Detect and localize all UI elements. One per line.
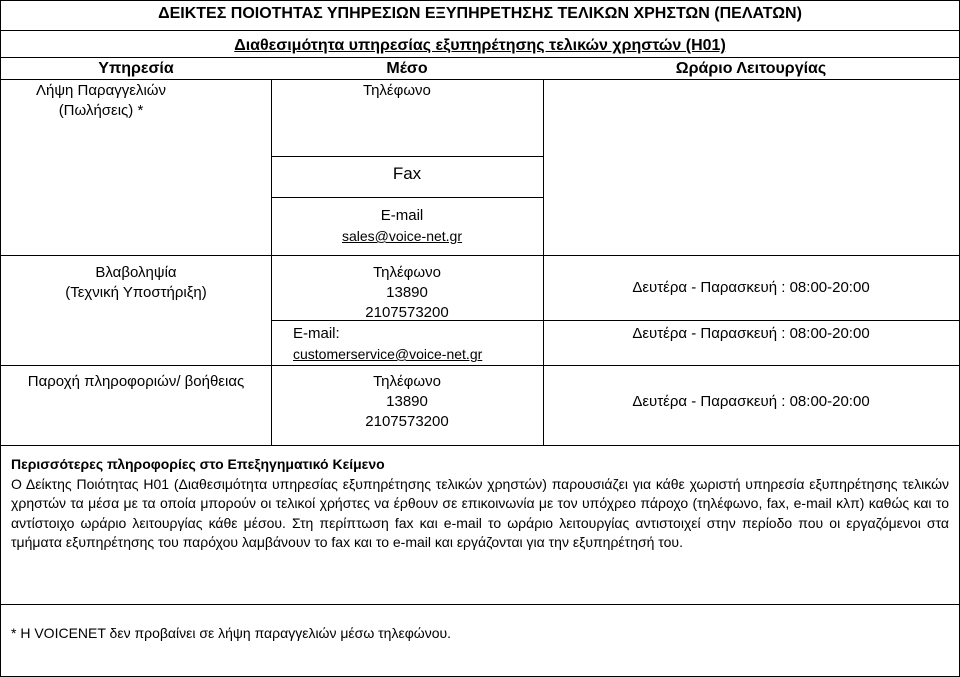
orders-email-label: E-mail [380, 207, 424, 224]
service-support [1, 263, 271, 303]
support-phone-hours: Δευτέρα - Παρασκευή : 08:00-20:00 [632, 279, 870, 296]
info-phone-hours: Δευτέρα - Παρασκευή : 08:00-20:00 [632, 393, 870, 410]
support-phone-block [271, 263, 543, 323]
divider [1, 255, 959, 256]
column-header-medium: Μέσο [386, 60, 428, 77]
info-phone-block [271, 372, 543, 432]
orders-email-block [271, 206, 533, 246]
info-phone-number-2: 2107573200 [365, 413, 449, 430]
support-phone-number-1: 13890 [386, 284, 428, 301]
orders-phone-label: Τηλέφωνο [363, 82, 431, 99]
orders-fax-label: Fax [392, 164, 422, 183]
explanation-body: Ο Δείκτης Ποιότητας H01 (Διαθεσιμότητα υπηρεσίας εξυπηρέτησης τελικών χρηστών) παρουσιάζει για κάθε χωριστή υπηρεσία εξυπηρέτησης τελικών χρηστών τα μέσα με τα οποία μπορούν οι τελικοί χρήστες να έρθουν σε επικοινωνία με τον υπόχρεο πάροχο (τηλέφωνο, fax, e-mail κλπ) καθώς και το αντίστοιχο ωράριο λειτουργίας κάθε μέσου. Στη περίπτωση fax και e-mail το ωράριο λειτουργίας αντιστοιχεί στην περίοδο που οι εργαζόμενοι στα τμήματα εξυπηρέτησης του παρόχου λαμβάνουν το fax και το e-mail και εργάζονται για την εξυπηρέτησή του. [11, 475, 949, 550]
service-info: Παροχή πληροφοριών/ βοήθειας [27, 373, 245, 390]
service-support-line2: (Τεχνική Υποστήριξη) [65, 284, 207, 301]
service-orders-line1: Λήψη Παραγγελιών [35, 82, 166, 99]
info-phone-label: Τηλέφωνο [373, 373, 441, 390]
service-orders [1, 81, 201, 121]
page-title: ΔΕΙΚΤΕΣ ΠΟΙΟΤΗΤΑΣ ΥΠΗΡΕΣΙΩΝ ΕΞΥΠΗΡΕΤΗΣΗΣ ΤΕΛΙΚΩΝ ΧΡΗΣΤΩΝ (ΠΕΛΑΤΩΝ) [158, 5, 802, 22]
service-orders-line2: (Πωλήσεις) * [58, 102, 144, 119]
support-email-link[interactable]: customerservice@voice-net.gr [293, 346, 483, 362]
divider [1, 30, 959, 31]
support-email-block [293, 324, 482, 364]
divider [1, 604, 959, 605]
column-header-hours: Ωράριο Λειτουργίας [675, 60, 827, 77]
support-email-hours: Δευτέρα - Παρασκευή : 08:00-20:00 [632, 325, 870, 342]
divider [1, 365, 959, 366]
support-phone-label: Τηλέφωνο [373, 264, 441, 281]
support-email-label: E-mail: [293, 325, 340, 342]
orders-email-link[interactable]: sales@voice-net.gr [341, 228, 463, 244]
divider [271, 156, 543, 157]
footnote: * Η VOICENET δεν προβαίνει σε λήψη παραγγελιών μέσω τηλεφώνου. [11, 625, 452, 641]
divider [1, 57, 959, 58]
page-subtitle: Διαθεσιμότητα υπηρεσίας εξυπηρέτησης τελικών χρηστών (H01) [234, 37, 726, 54]
divider [271, 197, 543, 198]
column-header-service: Υπηρεσία [98, 60, 174, 77]
service-support-line1: Βλαβοληψία [95, 264, 177, 281]
explanation-heading: Περισσότερες πληροφορίες στο Επεξηγηματικό Κείμενο [11, 456, 385, 472]
divider [1, 445, 959, 446]
info-phone-number-1: 13890 [386, 393, 428, 410]
divider [1, 79, 959, 80]
divider [543, 79, 544, 445]
support-phone-number-2: 2107573200 [365, 304, 449, 321]
explanation-section [11, 455, 949, 553]
